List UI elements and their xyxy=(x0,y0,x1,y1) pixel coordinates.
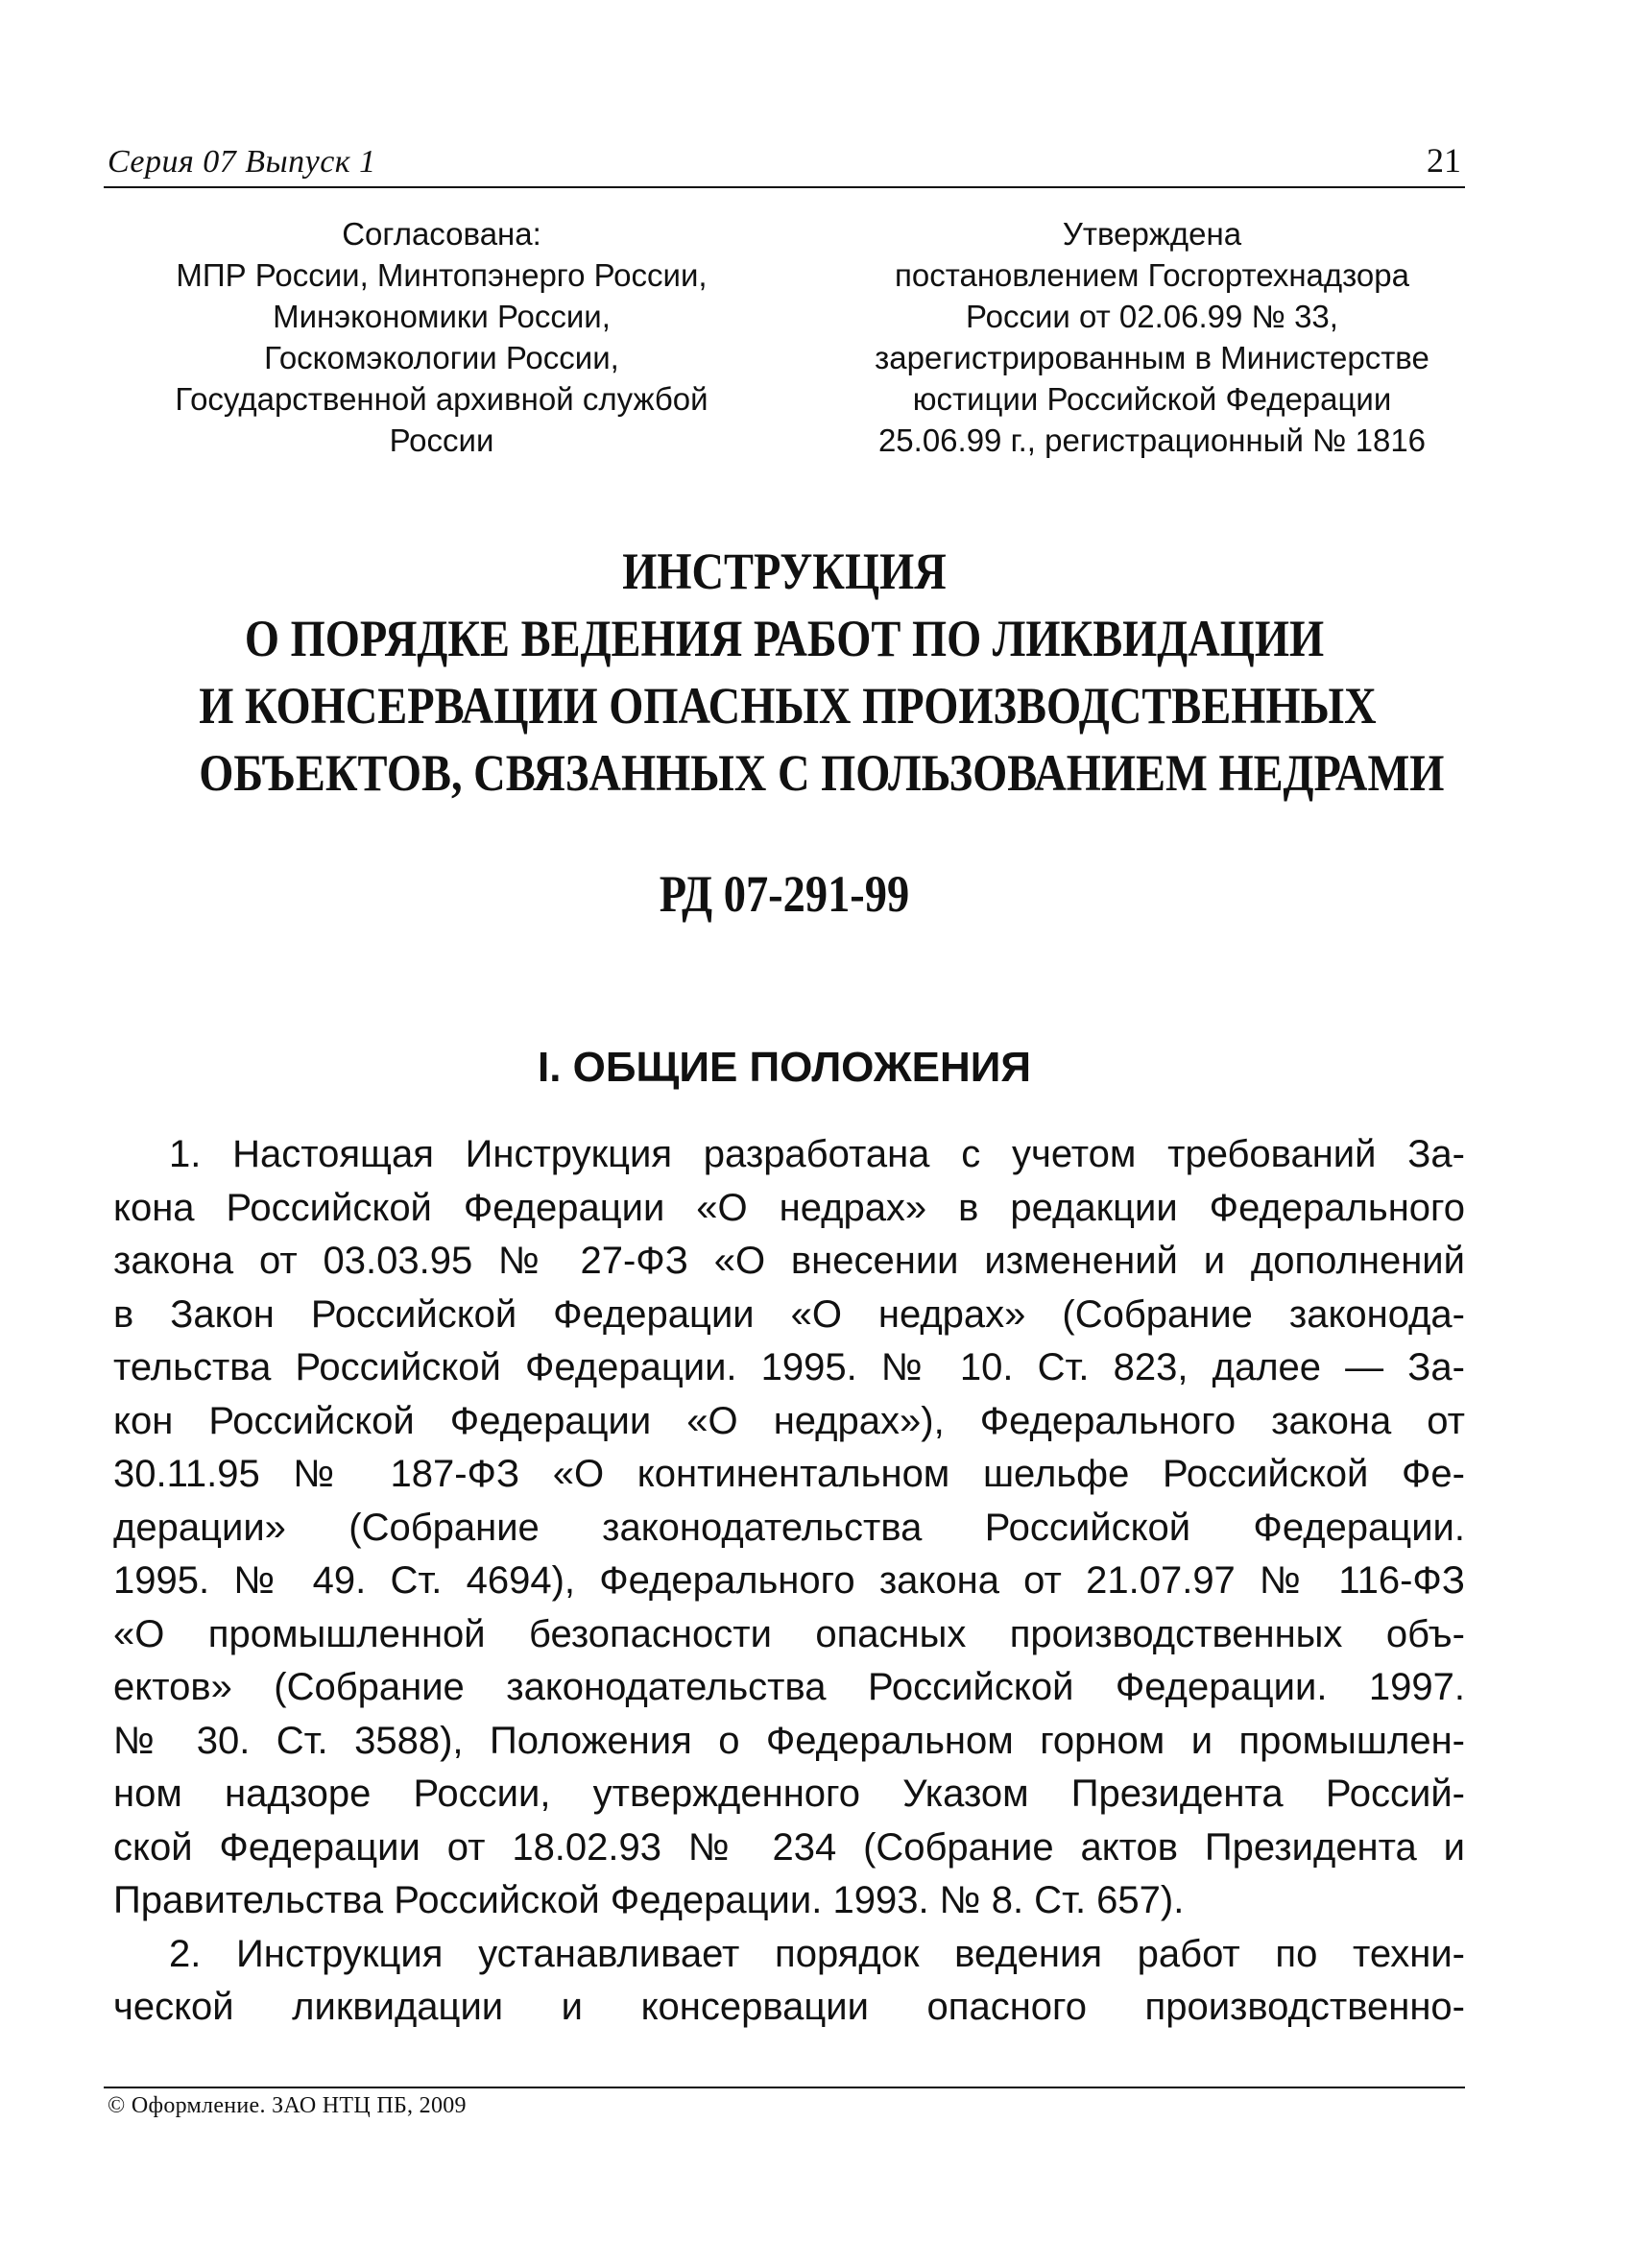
agreed-by-block xyxy=(106,213,778,461)
approved-by-block xyxy=(826,213,1478,461)
document-title xyxy=(104,538,1465,807)
agreed-line: Минэкономики России, xyxy=(273,299,611,334)
body-line: 2. Инструкция устанавливает порядок ведения работ по техни- xyxy=(169,1932,1465,1975)
title-line: ОБЪЕКТОВ, СВЯЗАННЫХ С ПОЛЬЗОВАНИЕМ НЕДРАМИ xyxy=(199,744,1445,802)
section-heading: I. ОБЩИЕ ПОЛОЖЕНИЯ xyxy=(538,1044,1031,1091)
body-line: 1995. № 49. Ст. 4694), Федерального закона от 21.07.97 № 116-ФЗ xyxy=(113,1559,1465,1602)
body-line: ектов» (Собрание законодательства Российской Федерации. 1997. xyxy=(113,1666,1465,1708)
page-number: 21 xyxy=(1427,141,1461,180)
section-body xyxy=(113,1128,1465,2035)
approved-line: юстиции Российской Федерации xyxy=(912,381,1392,417)
agreed-line: Госкомэкологии России, xyxy=(264,340,619,375)
body-line: в Закон Российской Федерации «О недрах» (Собрание законода- xyxy=(113,1292,1465,1336)
approved-line: 25.06.99 г., регистрационный № 1816 xyxy=(877,422,1427,458)
approved-line: Утверждена xyxy=(1062,216,1242,252)
agreed-line: Государственной архивной службой xyxy=(175,381,708,417)
body-line: «О промышленной безопасности опасных производственных объ- xyxy=(113,1612,1465,1655)
agreed-line: России xyxy=(389,422,494,458)
body-line: кона Российской Федерации «О недрах» в редакции Федерального xyxy=(113,1186,1465,1229)
approved-line: постановлением Госгортехнадзора xyxy=(895,257,1409,293)
running-header xyxy=(104,140,1465,188)
footer-divider xyxy=(104,2087,1465,2088)
body-line: Правительства Российской Федерации. 1993. № 8. Ст. 657). xyxy=(113,1879,1185,1921)
title-line: ИНСТРУКЦИЯ xyxy=(622,543,947,600)
body-line: ческой ликвидации и консервации опасного производственно- xyxy=(113,1986,1465,2028)
body-line: 30.11.95 № 187-ФЗ «О континентальном шельфе Российской Фе- xyxy=(113,1453,1465,1495)
body-line: кон Российской Федерации «О недрах»), Федерального закона от xyxy=(113,1399,1465,1442)
body-line: ской Федерации от 18.02.93 № 234 (Собрание актов Президента и xyxy=(113,1825,1465,1869)
body-line: ном надзоре России, утвержденного Указом Президента Россий- xyxy=(113,1773,1465,1815)
approved-line: зарегистрированным в Министерстве xyxy=(875,340,1429,375)
series-label: Серия 07 Выпуск 1 xyxy=(108,144,376,180)
agreed-line: Согласована: xyxy=(342,216,541,252)
agreed-line: МПР России, Минтопэнерго России, xyxy=(176,257,708,293)
approved-line: России от 02.06.99 № 33, xyxy=(966,299,1338,334)
body-line: № 30. Ст. 3588), Положения о Федеральном горном и промышлен- xyxy=(113,1719,1465,1762)
body-line: тельства Российской Федерации. 1995. № 10. Ст. 823, далее — За- xyxy=(113,1346,1465,1388)
body-line: 1. Настоящая Инструкция разработана с учетом требований За- xyxy=(169,1133,1465,1175)
body-line: закона от 03.03.95 № 27-ФЗ «О внесении изменений и дополнений xyxy=(113,1240,1465,1282)
body-line: дерации» (Собрание законодательства Российской Федерации. xyxy=(113,1506,1465,1549)
copyright-footer: © Оформление. ЗАО НТЦ ПБ, 2009 xyxy=(108,2093,467,2118)
title-line: И КОНСЕРВАЦИИ ОПАСНЫХ ПРОИЗВОДСТВЕННЫХ xyxy=(199,677,1377,735)
document-code: РД 07-291-99 xyxy=(659,865,910,923)
title-line: О ПОРЯДКЕ ВЕДЕНИЯ РАБОТ ПО ЛИКВИДАЦИИ xyxy=(244,610,1325,667)
